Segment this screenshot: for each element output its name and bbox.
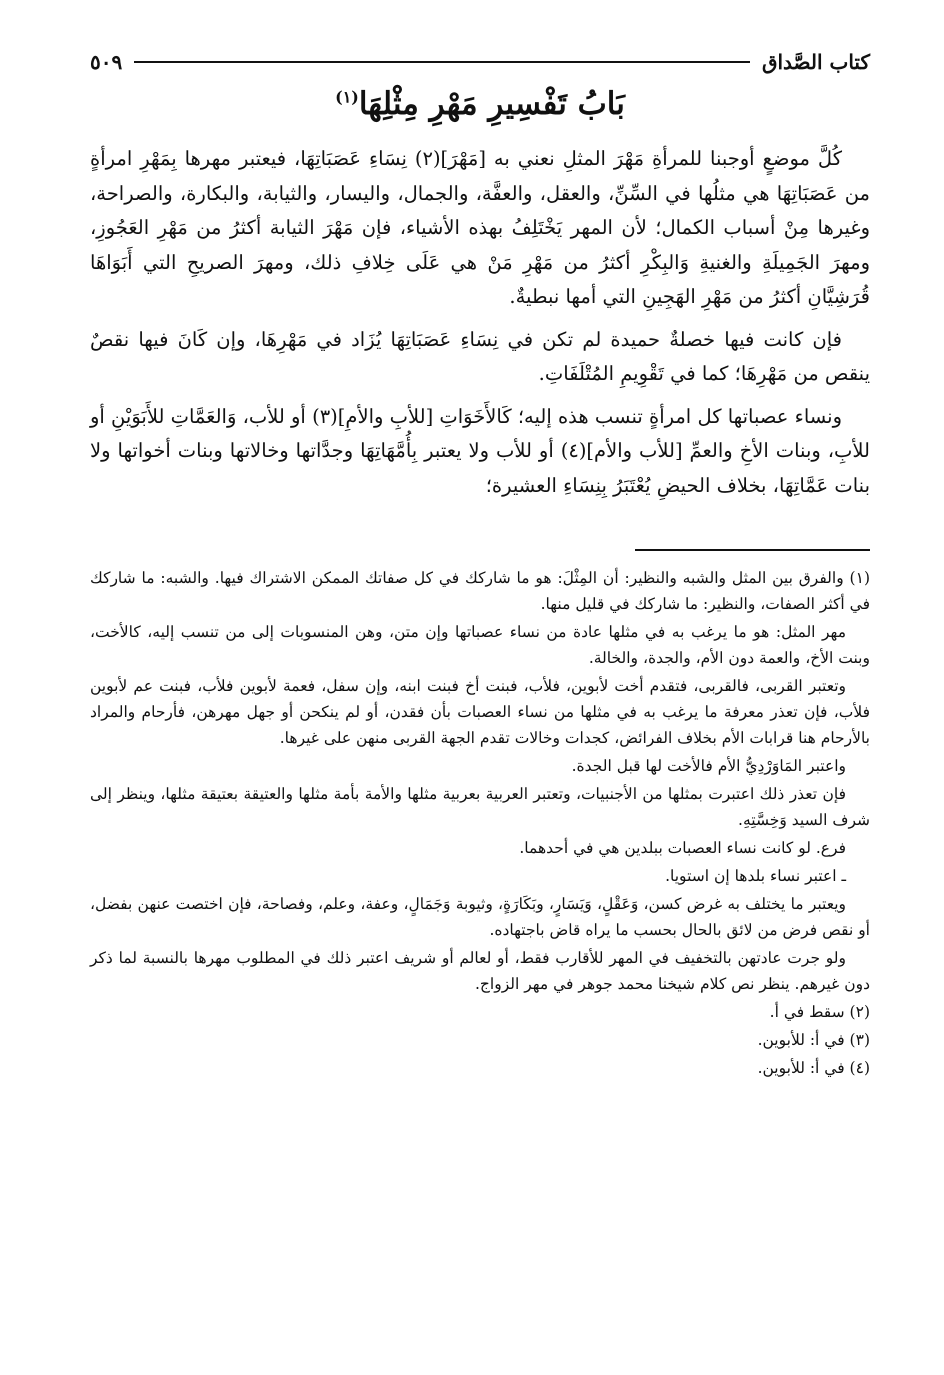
footnote-paragraph: فرع. لو كانت نساء العصبات ببلدين هي في أحدهما. <box>519 839 846 857</box>
footnote-paragraph: واعتبر المَاوَرْدِيُّ الأم فالأخت لها قبل الجدة. <box>571 757 846 775</box>
header-rule <box>134 61 750 63</box>
book-title: كتاب الصَّداق <box>761 50 870 74</box>
body-paragraph: ونساء عصباتها كل امرأةٍ تنسب هذه إليه؛ كَالأَخَوَاتِ [للأبِ والأمِ](٣) أو للأب، وَالعَمَّاتِ للأَبَوَيْنِ أو للأبِ، وبنات الأخِ والعمِّ [للأب والأم](٤) أو للأب ولا يعتبر بِأُمَّهَاتِهَا وجدَّاتها وخالاتها وبنات أخواتها ولا بنات عَمَّاتِهَا، بخلاف الحيضِ يُعْتَبَرُ بِنِسَاءِ العشيرة؛ <box>90 404 870 497</box>
running-header <box>90 48 870 76</box>
footnote-paragraph: ويعتبر ما يختلف به غرض كسن، وَعَقْلٍ، وَيَسَارٍ، وبَكَارَةٍ، وثيوبة وَجَمَالٍ، وعفة، وعلم، وفصاحة، فإن اختصت عنهن بفضل، أو نقص فرض من لائق بالحال بحسب ما يراه قاض باجتهاده. <box>90 895 870 939</box>
chapter-title-text: بَابُ تَفْسِيرِ مَهْرِ مِثْلِهَا <box>358 86 625 122</box>
footnote-paragraph: (٣) في أ: للأبوين. <box>757 1031 870 1049</box>
chapter-footnote-ref: (١) <box>335 87 359 107</box>
chapter-title <box>90 86 870 122</box>
footnote-paragraph: (٤) في أ: للأبوين. <box>757 1059 870 1077</box>
footnote-separator <box>635 549 870 551</box>
body-paragraph: فإن كانت فيها خصلةٌ حميدة لم تكن في نِسَاءِ عَصَبَاتِهَا يُزَاد في مَهْرِهَا، وإن كَانَ فيها نقصٌ ينقص من مَهْرِهَا؛ كما في تَقْوِيمِ المُتْلَفَاتِ. <box>90 327 870 385</box>
body-text <box>90 142 870 503</box>
footnote-paragraph: مهر المثل: هو ما يرغب به في مثلها عادة من نساء عصباتها وإن متن، وهن المنسوبات إلى من تنسب إليه، كالأخت، وبنت الأخ، والعمة دون الأم، والجدة، والخالة. <box>90 623 870 667</box>
footnote-paragraph: وتعتبر القربى، فالقربى، فتقدم أخت لأبوين، فلأب، فبنت أخ فبنت ابنه، وإن سفل، فعمة لأبوين فلأب، فبنت عم لأبوين فلأب، فإن تعذر معرفة ما يرغب به في مثلها من نساء العصبات بأن فقدن، أو لم ينكحن أو جهل مهرهن، فأرحام والمراد بالأرحام هنا قرابات الأم بخلاف الفرائض، كجدات وخالات تقدم الجهة القربى منهن على غيرها. <box>90 677 870 747</box>
footnote-paragraph: فإن تعذر ذلك اعتبرت بمثلها من الأجنبيات، وتعتبر العربية بعربية مثلها والأمة بأمة مثلها والعتيقة بعتيقة مثلها، وينظر إلى شرف السيد وَخِسَّتِهِ. <box>90 785 870 829</box>
book-page <box>90 48 870 1083</box>
footnote-paragraph: ـ اعتبر نساء بلدها إن استويا. <box>665 867 846 885</box>
footnote-paragraph: (٢) سقط في أ. <box>769 1003 870 1021</box>
footnotes <box>90 565 870 1081</box>
body-paragraph: كُلَّ موضعٍ أوجبنا للمرأةِ مَهْرَ المثلِ نعني به [مَهْرَ](٢) نِسَاءِ عَصَبَاتِهَا، فيعتبر مهرها بِمَهْرِ امرأةٍ من عَصَبَاتِهَا هي مثلُها في السِّنِّ، والعقل، والعفَّة، والجمال، واليسار، والثيابة، والبكارة، والصراحة، وغيرها مِنْ أسباب الكمال؛ لأن المهر يَخْتَلِفُ بهذه الأشياء، فإن مَهْرَ الثيابة أكثرُ من مَهْرِ العَجُوزِ، ومهرَ الجَمِيلَةِ والغنيةِ وَالبِكْرِ أكثرُ من مَهْرِ مَنْ هي عَلَى خِلافِ ذلك، ومهرَ الصريحِ التي أَبَوَاهَا قُرَشِيَّانِ أكثرُ من مَهْرِ الهَجِينِ التي أمها نبطيةٌ. <box>90 147 870 308</box>
page-number: ٥٠٩ <box>90 50 123 74</box>
footnote-paragraph: ولو جرت عادتهن بالتخفيف في المهر للأقارب فقط، أو لعالم أو شريف اعتبر ذلك في المطلوب مهرها بالنسبة لما ذكر دون غيرهم. ينظر نص كلام شيخنا محمد جوهر في مهر الزواج. <box>90 949 870 993</box>
footnote-paragraph: (١) والفرق بين المثل والشبه والنظير: أن المِثْلَ: هو ما شاركك في كل صفاتك الممكن الاشتراك فيها. والشبه: ما شاركك في أكثر الصفات، والنظير: ما شاركك في قليل منها. <box>90 569 870 613</box>
